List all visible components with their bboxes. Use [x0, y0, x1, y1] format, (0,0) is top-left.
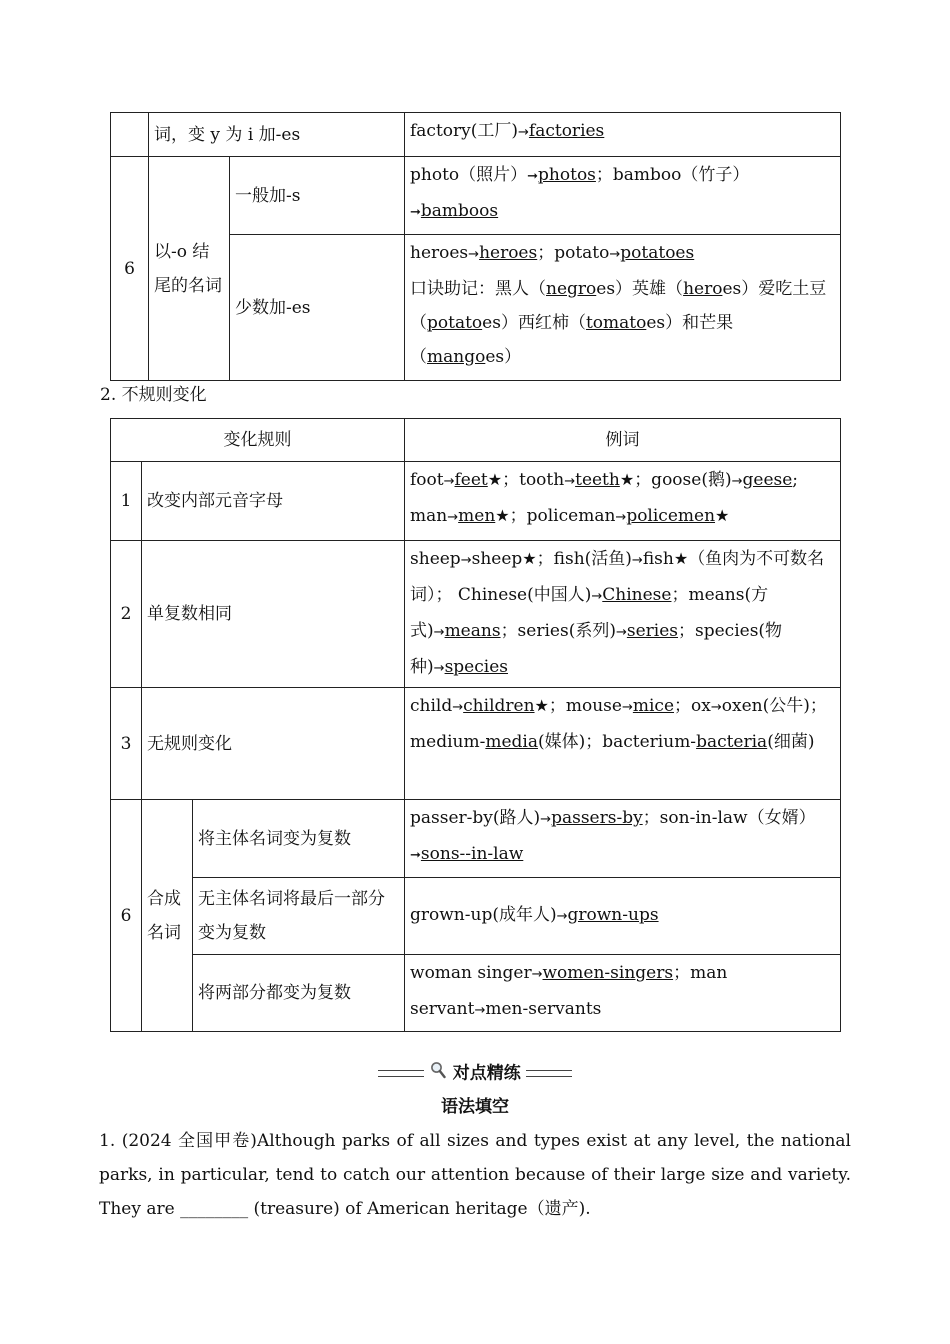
arrow-icon: →	[556, 909, 568, 924]
example-text: ；mouse	[548, 696, 622, 716]
arrow-icon: →	[731, 474, 743, 489]
category-cell: 合成名词	[142, 800, 193, 1032]
example-text: 口诀助记：黑人（	[410, 279, 546, 299]
row-number: 2	[111, 541, 142, 688]
plural-answer: feet	[454, 470, 488, 490]
arrow-icon: →	[433, 625, 445, 640]
example-cell	[405, 541, 841, 688]
example-text: (媒体)；bacterium-	[537, 732, 697, 752]
plural-answer: children	[463, 696, 535, 716]
example-text: ；tooth	[502, 470, 565, 490]
example-text: foot	[410, 470, 444, 490]
table-header-row	[111, 419, 841, 462]
plural-answer: policemen	[626, 506, 716, 526]
arrow-icon: →	[591, 589, 603, 604]
plural-answer: photos	[538, 165, 596, 185]
example-text: es）西红柿（	[482, 313, 586, 333]
example-text: heroes	[410, 243, 469, 263]
arrow-icon: ➞	[410, 205, 421, 220]
plural-answer: negro	[546, 279, 597, 299]
example-text: sheep	[471, 549, 523, 569]
table-row	[111, 688, 841, 800]
example-text: （鱼肉为不可数名词）； Chinese(中国人)	[410, 549, 825, 605]
plural-answer: sons--in-law	[420, 844, 524, 864]
rule-cell: 单复数相同	[142, 541, 405, 688]
subrule-cell: 少数加-es	[230, 235, 405, 381]
arrow-icon: →	[609, 247, 621, 262]
example-cell	[405, 800, 841, 878]
plural-answer: bacteria	[696, 732, 768, 752]
example-text: es）和芒果（	[410, 313, 734, 367]
arrow-icon: →	[443, 474, 455, 489]
example-text: child	[410, 696, 453, 716]
section-divider	[0, 1058, 950, 1089]
question-text-after: (treasure) of American heritage（遗产).	[248, 1199, 591, 1219]
plural-answer: potatoes	[620, 243, 695, 263]
plural-answer: media	[485, 732, 538, 752]
example-text: woman singer	[410, 963, 532, 983]
example-text: ；policeman	[509, 506, 616, 526]
table-row	[111, 800, 841, 878]
star-icon: ★	[534, 696, 549, 715]
example-text: factory(工厂)	[410, 121, 519, 141]
plural-answer: grown-ups	[567, 905, 659, 925]
subrule-cell: 一般加-s	[230, 157, 405, 235]
arrow-icon: →	[615, 625, 627, 640]
arrow-icon: →	[433, 661, 445, 676]
subrule-cell: 将两部分都变为复数	[193, 955, 405, 1032]
plural-answer: hero	[683, 279, 723, 299]
plural-answer: passers-by	[551, 808, 643, 828]
example-text: photo（照片）	[410, 165, 528, 185]
arrow-icon: →	[540, 812, 552, 827]
question-text-before: 1. (2024 全国甲卷)Although parks of all sizes and types exist at any level, the national parks, in particular, tend to catch our attention because of their large size and variety. They are	[99, 1131, 851, 1219]
example-text: es）英雄（	[596, 279, 684, 299]
plural-answer: tomato	[585, 313, 647, 333]
arrow-icon: →	[531, 967, 543, 982]
star-icon: ★	[673, 549, 689, 568]
answer-blank[interactable]: ________	[180, 1199, 249, 1219]
example-text: passer-by(路人)	[410, 808, 541, 828]
table-row	[111, 955, 841, 1032]
table-row	[111, 113, 841, 157]
row-number: 6	[111, 800, 142, 1032]
plural-answer: factories	[528, 121, 605, 141]
arrow-icon: →	[468, 247, 480, 262]
num-cell	[111, 113, 149, 157]
star-icon: ★	[619, 470, 635, 489]
plural-answer: women-singers	[542, 963, 674, 983]
arrow-icon: ➞	[527, 169, 539, 184]
example-text: ；goose(鹅)	[634, 470, 732, 490]
table-row	[111, 878, 841, 955]
example-text: es）爱吃土豆（	[410, 279, 827, 333]
plural-answer: heroes	[479, 243, 538, 263]
plural-answer: series	[626, 621, 679, 641]
row-number: 1	[111, 462, 142, 541]
example-cell	[405, 878, 841, 955]
arrow-icon: ➞	[410, 848, 421, 863]
example-text: ；son-in-law（女婿）	[642, 808, 816, 828]
section-2-title: 2. 不规则变化	[100, 385, 207, 405]
plural-answer: mango	[427, 347, 486, 367]
example-cell	[405, 955, 841, 1032]
plural-answer: potato	[427, 313, 483, 333]
table-row	[111, 157, 841, 235]
arrow-icon: →	[474, 1003, 486, 1018]
divider-title: 对点精练	[452, 1063, 521, 1084]
plural-answer: mice	[632, 696, 675, 716]
example-text: sheep	[410, 549, 461, 569]
subrule-cell: 无主体名词将最后一部分变为复数	[193, 878, 405, 955]
divider-line-left	[378, 1070, 424, 1077]
arrow-icon: →	[447, 510, 459, 525]
plural-answer: men	[458, 506, 496, 526]
arrow-icon: →	[710, 700, 722, 715]
plural-answer: Chinese	[602, 585, 672, 605]
example-cell	[405, 157, 841, 235]
arrow-icon: →	[621, 700, 633, 715]
example-cell	[405, 462, 841, 541]
plural-answer: means	[444, 621, 501, 641]
star-icon: ★	[522, 549, 537, 568]
exercise-subtitle: 语法填空	[441, 1097, 509, 1117]
subrule-cell: 将主体名词变为复数	[193, 800, 405, 878]
example-text: ；bamboo（竹子）	[595, 165, 750, 185]
table-row	[111, 541, 841, 688]
example-text: es）	[485, 347, 522, 367]
example-text: ；species(物种)	[410, 621, 783, 677]
example-text: grown-up(成年人)	[410, 905, 557, 925]
example-text: oxen(公牛)；medium-	[410, 696, 827, 752]
example-cell	[405, 235, 841, 381]
arrow-icon: →	[631, 553, 643, 568]
table-row	[111, 462, 841, 541]
star-icon: ★	[495, 506, 510, 525]
example-text: ；means(方式)	[410, 585, 769, 641]
row-number: 3	[111, 688, 142, 800]
regular-plural-table-continued	[110, 112, 841, 381]
plural-answer: species	[444, 657, 508, 677]
irregular-plural-table	[110, 418, 841, 1032]
example-text: men-servants	[485, 999, 602, 1019]
arrow-icon: →	[615, 510, 627, 525]
row-number: 6	[111, 157, 149, 381]
example-text: ；potato	[537, 243, 610, 263]
example-text: ; man	[410, 470, 799, 526]
plural-answer: bamboos	[420, 201, 499, 221]
rule-cell: 无规则变化	[142, 688, 405, 800]
divider-line-right	[526, 1070, 572, 1077]
header-example: 例词	[405, 419, 841, 462]
category-cell: 以-o 结尾的名词	[149, 157, 230, 381]
example-text: (细菌)	[767, 732, 815, 752]
rule-cell: 词，变 y 为 i 加-es	[149, 113, 405, 157]
plural-answer: teeth	[575, 470, 620, 490]
question-1	[99, 1124, 851, 1226]
plural-answer: geese	[742, 470, 793, 490]
header-rule: 变化规则	[111, 419, 405, 462]
rule-cell: 改变内部元音字母	[142, 462, 405, 541]
star-icon: ★	[487, 470, 503, 489]
star-icon: ★	[715, 506, 730, 525]
example-text: fish	[642, 549, 674, 569]
example-text: ；ox	[674, 696, 711, 716]
example-cell	[405, 688, 841, 800]
example-text: ；fish(活鱼)	[536, 549, 632, 569]
arrow-icon: →	[452, 700, 464, 715]
arrow-icon: →	[564, 474, 576, 489]
example-text: ；man servant	[410, 963, 728, 1019]
example-cell	[405, 113, 841, 157]
arrow-icon: →	[460, 553, 472, 568]
arrow-icon: →	[518, 125, 529, 140]
magnifier-icon	[430, 1059, 446, 1089]
example-text: ；series(系列)	[500, 621, 616, 641]
